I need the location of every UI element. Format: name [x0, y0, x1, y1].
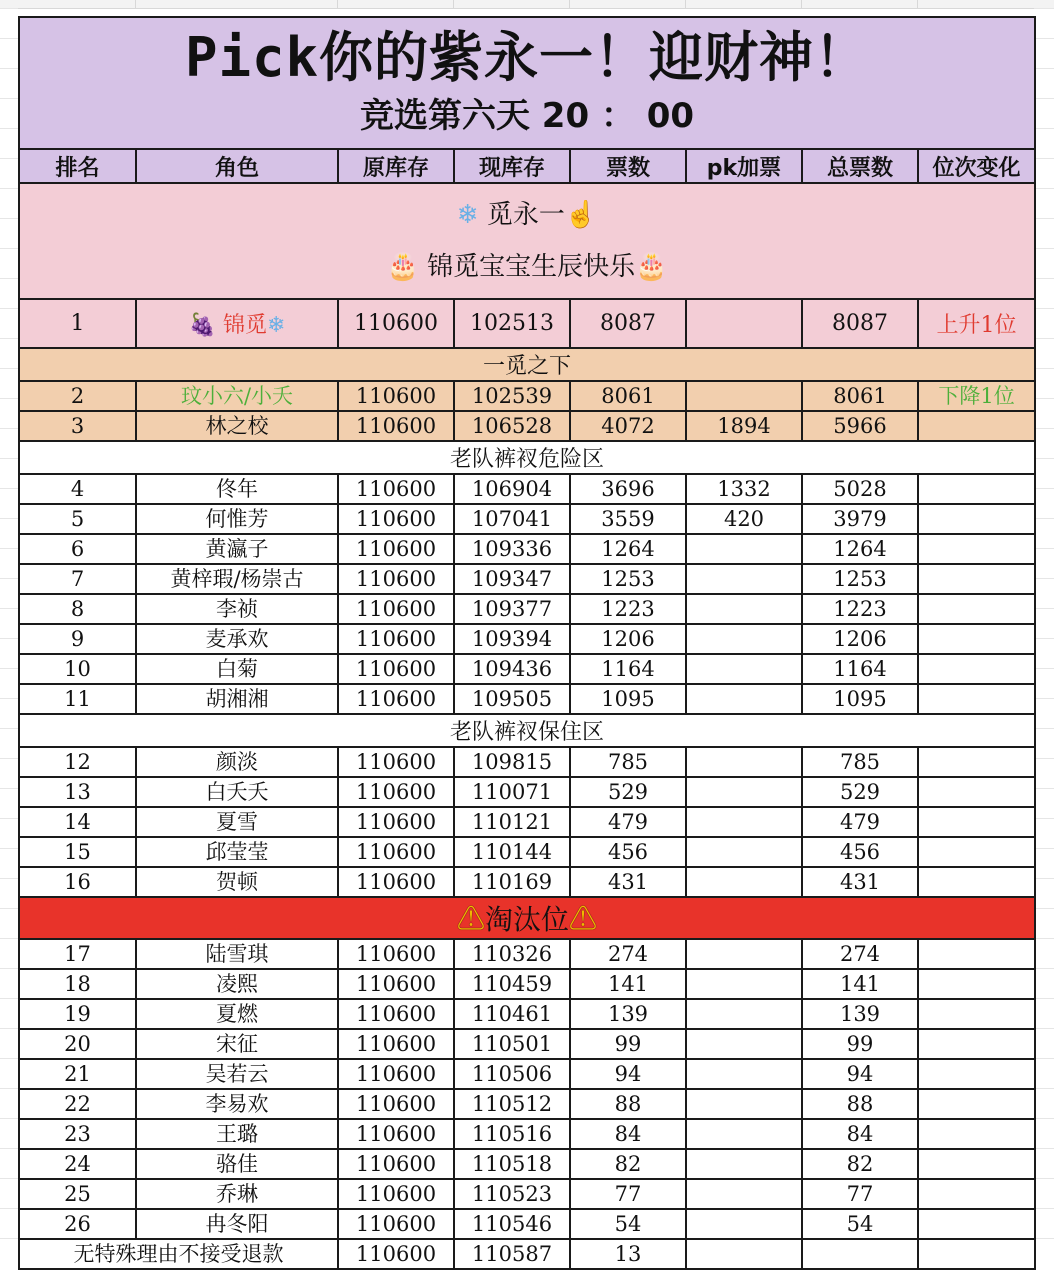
cell-orig[interactable]: 110600 [338, 999, 454, 1029]
table-row [19, 624, 1035, 654]
cell-total[interactable]: 5028 [802, 474, 918, 504]
cell-name[interactable]: 白夭夭 [136, 777, 338, 807]
cell-change[interactable] [918, 564, 1035, 594]
cell-total[interactable]: 5966 [802, 411, 918, 441]
cell-rank[interactable]: 25 [19, 1179, 136, 1209]
section-safe-cell[interactable]: 老队裤衩保住区 [19, 714, 1035, 747]
cell-votes[interactable]: 456 [570, 837, 686, 867]
cell-orig[interactable]: 110600 [338, 411, 454, 441]
cell-total[interactable]: 456 [802, 837, 918, 867]
cell-orig[interactable]: 110600 [338, 867, 454, 897]
cell-votes[interactable]: 8087 [570, 299, 686, 348]
cell-rank[interactable]: 15 [19, 837, 136, 867]
banner-cell[interactable] [19, 183, 1035, 299]
cell-rank[interactable]: 5 [19, 504, 136, 534]
cell-votes[interactable]: 1206 [570, 624, 686, 654]
cell-total[interactable]: 84 [802, 1119, 918, 1149]
cell-rank[interactable]: 7 [19, 564, 136, 594]
table-row [19, 747, 1035, 777]
cell-pk[interactable] [686, 747, 802, 777]
cell-now[interactable]: 109377 [454, 594, 570, 624]
section-elim-label: 淘汰位 [485, 903, 570, 936]
cell-name[interactable]: 骆佳 [136, 1149, 338, 1179]
table-row [19, 1149, 1035, 1179]
cell-name[interactable]: 夏雪 [136, 807, 338, 837]
header-row [19, 149, 1035, 183]
cell-name[interactable]: 王璐 [136, 1119, 338, 1149]
cell-orig[interactable]: 110600 [338, 654, 454, 684]
cell-now[interactable]: 102539 [454, 381, 570, 411]
cell-pk[interactable] [686, 564, 802, 594]
cell-votes[interactable]: 82 [570, 1149, 686, 1179]
ranking-table [18, 16, 1036, 1270]
warning-icon: ⚠ [457, 903, 486, 936]
cell-votes[interactable]: 1164 [570, 654, 686, 684]
section-danger-cell[interactable]: 老队裤衩危险区 [19, 441, 1035, 474]
cell-orig[interactable]: 110600 [338, 504, 454, 534]
cell-votes[interactable]: 785 [570, 747, 686, 777]
cell-pk[interactable] [686, 1209, 802, 1239]
cell-change[interactable] [918, 1029, 1035, 1059]
cell-rank[interactable]: 26 [19, 1209, 136, 1239]
table-row [19, 1089, 1035, 1119]
table-row [19, 837, 1035, 867]
cell-name[interactable]: 黄瀛子 [136, 534, 338, 564]
cell-now[interactable]: 110459 [454, 969, 570, 999]
page-subtitle: 竞选第六天 20 ： 00 [359, 96, 695, 136]
cell-total[interactable]: 88 [802, 1089, 918, 1119]
cell-total[interactable]: 54 [802, 1209, 918, 1239]
cell-change[interactable] [918, 747, 1035, 777]
cell-change[interactable] [918, 1149, 1035, 1179]
footer-row [19, 1239, 1035, 1269]
table-row [19, 867, 1035, 897]
cell-now[interactable]: 110144 [454, 837, 570, 867]
cell-pk[interactable]: 1894 [686, 411, 802, 441]
cell-votes[interactable]: 13 [570, 1239, 686, 1269]
cell-rank[interactable]: 1 [19, 299, 136, 348]
snowflake-icon: ❄ [266, 313, 286, 338]
grape-icon: 🍇 [188, 313, 216, 338]
cell-orig[interactable]: 110600 [338, 1059, 454, 1089]
cell-rank[interactable]: 13 [19, 777, 136, 807]
cell-votes[interactable]: 431 [570, 867, 686, 897]
cell-orig[interactable]: 110600 [338, 624, 454, 654]
cell-change[interactable] [918, 837, 1035, 867]
col-header-change[interactable]: 位次变化 [918, 149, 1035, 183]
cell-total[interactable]: 141 [802, 969, 918, 999]
cell-rank[interactable]: 23 [19, 1119, 136, 1149]
cell-name[interactable]: 乔琳 [136, 1179, 338, 1209]
table-row [19, 564, 1035, 594]
snowflake-icon: ❄ [456, 200, 479, 230]
cake-icon: 🎂 [386, 252, 419, 282]
cell-change[interactable] [918, 1179, 1035, 1209]
cell-pk[interactable] [686, 534, 802, 564]
col-header-pk[interactable]: pk加票 [686, 149, 802, 183]
cell-name[interactable]: 胡湘湘 [136, 684, 338, 714]
cell-pk[interactable] [686, 654, 802, 684]
cell-now[interactable]: 110326 [454, 939, 570, 969]
cell-name[interactable]: 夏燃 [136, 999, 338, 1029]
cell-name[interactable] [136, 299, 338, 348]
cell-votes[interactable]: 1264 [570, 534, 686, 564]
column-ruler [0, 0, 1054, 9]
cell-pk[interactable] [686, 969, 802, 999]
cell-name[interactable]: 颜淡 [136, 747, 338, 777]
cell-votes[interactable]: 3696 [570, 474, 686, 504]
cell-rank[interactable]: 22 [19, 1089, 136, 1119]
cell-total[interactable]: 1264 [802, 534, 918, 564]
cell-now[interactable]: 109336 [454, 534, 570, 564]
grid-margin-left [0, 8, 18, 1264]
section-below-cell[interactable]: 一觅之下 [19, 348, 1035, 381]
cell-orig[interactable]: 110600 [338, 777, 454, 807]
cell-orig[interactable]: 110600 [338, 969, 454, 999]
banner-row [19, 183, 1035, 299]
cell-now[interactable]: 109394 [454, 624, 570, 654]
cell-name[interactable]: 李易欢 [136, 1089, 338, 1119]
cell-rank[interactable]: 19 [19, 999, 136, 1029]
table-row [19, 381, 1035, 411]
cell-name[interactable]: 邱莹莹 [136, 837, 338, 867]
cell-votes[interactable]: 88 [570, 1089, 686, 1119]
cell-rank[interactable]: 4 [19, 474, 136, 504]
cell-rank[interactable]: 18 [19, 969, 136, 999]
cell-pk[interactable] [686, 1119, 802, 1149]
cell-now[interactable]: 109436 [454, 654, 570, 684]
cell-now[interactable]: 109815 [454, 747, 570, 777]
cell-name[interactable]: 黄梓瑕/杨崇古 [136, 564, 338, 594]
cell-pk[interactable] [686, 837, 802, 867]
section-row [19, 897, 1035, 939]
cell-orig[interactable]: 110600 [338, 1239, 454, 1269]
cell-rank[interactable]: 3 [19, 411, 136, 441]
cell-pk[interactable]: 420 [686, 504, 802, 534]
warning-icon: ⚠ [569, 903, 598, 936]
cell-orig[interactable]: 110600 [338, 1029, 454, 1059]
table-row [19, 684, 1035, 714]
cell-pk[interactable] [686, 299, 802, 348]
cell-name[interactable]: 麦承欢 [136, 624, 338, 654]
cell-total[interactable]: 8087 [802, 299, 918, 348]
cell-orig[interactable]: 110600 [338, 1179, 454, 1209]
cell-name[interactable]: 何惟芳 [136, 504, 338, 534]
table-row [19, 999, 1035, 1029]
cell-rank[interactable]: 17 [19, 939, 136, 969]
cell-now[interactable]: 110512 [454, 1089, 570, 1119]
cell-votes[interactable]: 529 [570, 777, 686, 807]
banner-line-2: 锦觅宝宝生辰快乐 [427, 252, 636, 282]
cell-total[interactable]: 99 [802, 1029, 918, 1059]
cell-now[interactable]: 110071 [454, 777, 570, 807]
cell-pk[interactable] [686, 867, 802, 897]
ranking-sheet [18, 16, 1034, 1270]
cell-now[interactable]: 110506 [454, 1059, 570, 1089]
cell-pk[interactable] [686, 939, 802, 969]
cell-now[interactable]: 110121 [454, 807, 570, 837]
cell-change[interactable] [918, 999, 1035, 1029]
col-header-total[interactable]: 总票数 [802, 149, 918, 183]
cell-rank[interactable]: 20 [19, 1029, 136, 1059]
cell-total[interactable]: 1223 [802, 594, 918, 624]
cell-now[interactable]: 107041 [454, 504, 570, 534]
section-row [19, 714, 1035, 747]
cell-total[interactable]: 1206 [802, 624, 918, 654]
cell-change[interactable] [918, 1119, 1035, 1149]
cell-name[interactable]: 玟小六/小夭 [136, 381, 338, 411]
cell-now[interactable]: 110501 [454, 1029, 570, 1059]
cell-rank[interactable]: 24 [19, 1149, 136, 1179]
cell-rank[interactable]: 9 [19, 624, 136, 654]
cell-pk[interactable] [686, 1179, 802, 1209]
title-row [19, 17, 1035, 149]
cell-total[interactable]: 1095 [802, 684, 918, 714]
cell-pk[interactable] [686, 777, 802, 807]
table-row [19, 299, 1035, 348]
cell-change[interactable] [918, 411, 1035, 441]
col-header-now[interactable]: 现库存 [454, 149, 570, 183]
cell-total[interactable]: 139 [802, 999, 918, 1029]
cell-name[interactable]: 冉冬阳 [136, 1209, 338, 1239]
cell-votes[interactable]: 94 [570, 1059, 686, 1089]
table-row [19, 777, 1035, 807]
cell-change[interactable] [918, 867, 1035, 897]
cell-name[interactable]: 白菊 [136, 654, 338, 684]
cell-orig[interactable]: 110600 [338, 837, 454, 867]
cell-orig[interactable]: 110600 [338, 684, 454, 714]
cell-votes[interactable]: 8061 [570, 381, 686, 411]
cell-total[interactable]: 431 [802, 867, 918, 897]
cell-pk[interactable] [686, 1059, 802, 1089]
cell-pk[interactable] [686, 624, 802, 654]
table-row [19, 1059, 1035, 1089]
cell-total[interactable]: 1253 [802, 564, 918, 594]
pointing-up-icon: ☝ [564, 200, 598, 230]
cell-total[interactable]: 1164 [802, 654, 918, 684]
cell-change[interactable] [918, 1239, 1035, 1269]
cell-pk[interactable] [686, 807, 802, 837]
section-elim-cell[interactable] [19, 897, 1035, 939]
cell-rank[interactable]: 6 [19, 534, 136, 564]
cell-orig[interactable]: 110600 [338, 747, 454, 777]
cell-now[interactable]: 106528 [454, 411, 570, 441]
section-row [19, 348, 1035, 381]
cell-name[interactable]: 宋征 [136, 1029, 338, 1059]
cell-orig[interactable]: 110600 [338, 1089, 454, 1119]
cell-votes[interactable]: 54 [570, 1209, 686, 1239]
cell-name[interactable]: 陆雪琪 [136, 939, 338, 969]
footer-note[interactable]: 无特殊理由不接受退款 [19, 1239, 338, 1269]
cell-pk[interactable] [686, 1089, 802, 1119]
cell-now[interactable]: 110518 [454, 1149, 570, 1179]
cell-orig[interactable]: 110600 [338, 299, 454, 348]
cell-pk[interactable] [686, 1029, 802, 1059]
cell-votes[interactable]: 99 [570, 1029, 686, 1059]
cell-orig[interactable]: 110600 [338, 939, 454, 969]
cell-votes[interactable]: 1223 [570, 594, 686, 624]
col-header-votes[interactable]: 票数 [570, 149, 686, 183]
table-row [19, 474, 1035, 504]
cell-now[interactable]: 110461 [454, 999, 570, 1029]
cell-change[interactable] [918, 474, 1035, 504]
cell-total[interactable]: 274 [802, 939, 918, 969]
cell-pk[interactable] [686, 999, 802, 1029]
cell-pk[interactable]: 1332 [686, 474, 802, 504]
cell-total[interactable]: 529 [802, 777, 918, 807]
cell-change[interactable] [918, 1209, 1035, 1239]
cell-total[interactable]: 94 [802, 1059, 918, 1089]
cell-orig[interactable]: 110600 [338, 381, 454, 411]
cell-change[interactable]: 下降1位 [918, 381, 1035, 411]
cell-change[interactable] [918, 1089, 1035, 1119]
cell-votes[interactable]: 3559 [570, 504, 686, 534]
cell-name-text: 锦觅 [222, 313, 267, 338]
cell-change[interactable] [918, 594, 1035, 624]
table-row [19, 1029, 1035, 1059]
cell-change[interactable] [918, 969, 1035, 999]
cell-votes[interactable]: 1095 [570, 684, 686, 714]
cell-pk[interactable] [686, 594, 802, 624]
cell-now[interactable]: 102513 [454, 299, 570, 348]
cell-now[interactable]: 110587 [454, 1239, 570, 1269]
cell-orig[interactable]: 110600 [338, 594, 454, 624]
cell-name[interactable]: 李祯 [136, 594, 338, 624]
table-row [19, 594, 1035, 624]
cell-change[interactable]: 上升1位 [918, 299, 1035, 348]
table-row [19, 654, 1035, 684]
cell-change[interactable] [918, 654, 1035, 684]
cell-name[interactable]: 林之校 [136, 411, 338, 441]
cell-change[interactable] [918, 1059, 1035, 1089]
cell-orig[interactable]: 110600 [338, 807, 454, 837]
cell-orig[interactable]: 110600 [338, 534, 454, 564]
cell-total[interactable]: 8061 [802, 381, 918, 411]
col-header-orig[interactable]: 原库存 [338, 149, 454, 183]
banner-line-1: 觅永一 [486, 200, 565, 230]
cell-votes[interactable]: 141 [570, 969, 686, 999]
cell-votes[interactable]: 139 [570, 999, 686, 1029]
cell-total[interactable] [802, 1239, 918, 1269]
cell-now[interactable]: 109347 [454, 564, 570, 594]
cell-name[interactable]: 凌熙 [136, 969, 338, 999]
cell-total[interactable]: 479 [802, 807, 918, 837]
cell-votes[interactable]: 479 [570, 807, 686, 837]
cell-total[interactable]: 3979 [802, 504, 918, 534]
table-row [19, 1179, 1035, 1209]
cell-now[interactable]: 110169 [454, 867, 570, 897]
cell-orig[interactable]: 110600 [338, 1149, 454, 1179]
title-cell [19, 17, 1035, 149]
cell-pk[interactable] [686, 1239, 802, 1269]
cell-name[interactable]: 佟年 [136, 474, 338, 504]
cell-now[interactable]: 106904 [454, 474, 570, 504]
cell-total[interactable]: 82 [802, 1149, 918, 1179]
cell-orig[interactable]: 110600 [338, 474, 454, 504]
cell-rank[interactable]: 14 [19, 807, 136, 837]
cell-votes[interactable]: 274 [570, 939, 686, 969]
cell-rank[interactable]: 10 [19, 654, 136, 684]
table-row [19, 504, 1035, 534]
cell-change[interactable] [918, 777, 1035, 807]
cake-icon: 🎂 [635, 252, 668, 282]
cell-orig[interactable]: 110600 [338, 1119, 454, 1149]
cell-total[interactable]: 77 [802, 1179, 918, 1209]
cell-rank[interactable]: 12 [19, 747, 136, 777]
table-row [19, 807, 1035, 837]
col-header-name[interactable]: 角色 [136, 149, 338, 183]
cell-total[interactable]: 785 [802, 747, 918, 777]
cell-name[interactable]: 吴若云 [136, 1059, 338, 1089]
cell-rank[interactable]: 21 [19, 1059, 136, 1089]
cell-change[interactable] [918, 624, 1035, 654]
cell-votes[interactable]: 1253 [570, 564, 686, 594]
cell-pk[interactable] [686, 381, 802, 411]
cell-change[interactable] [918, 504, 1035, 534]
cell-orig[interactable]: 110600 [338, 1209, 454, 1239]
cell-rank[interactable]: 2 [19, 381, 136, 411]
page-title: Pick你的紫永一！迎财神！ [185, 26, 870, 89]
cell-rank[interactable]: 16 [19, 867, 136, 897]
cell-now[interactable]: 109505 [454, 684, 570, 714]
grid-margin-right [1034, 8, 1054, 1264]
table-row [19, 534, 1035, 564]
table-row [19, 411, 1035, 441]
table-row [19, 1209, 1035, 1239]
cell-votes[interactable]: 4072 [570, 411, 686, 441]
cell-pk[interactable] [686, 1149, 802, 1179]
cell-votes[interactable]: 77 [570, 1179, 686, 1209]
cell-change[interactable] [918, 684, 1035, 714]
table-row [19, 969, 1035, 999]
cell-now[interactable]: 110523 [454, 1179, 570, 1209]
cell-change[interactable] [918, 807, 1035, 837]
cell-rank[interactable]: 8 [19, 594, 136, 624]
cell-rank[interactable]: 11 [19, 684, 136, 714]
table-row [19, 939, 1035, 969]
cell-change[interactable] [918, 534, 1035, 564]
section-row [19, 441, 1035, 474]
cell-orig[interactable]: 110600 [338, 564, 454, 594]
col-header-rank[interactable]: 排名 [19, 149, 136, 183]
cell-change[interactable] [918, 939, 1035, 969]
cell-votes[interactable]: 84 [570, 1119, 686, 1149]
cell-now[interactable]: 110516 [454, 1119, 570, 1149]
cell-name[interactable]: 贺顿 [136, 867, 338, 897]
table-row [19, 1119, 1035, 1149]
cell-now[interactable]: 110546 [454, 1209, 570, 1239]
cell-pk[interactable] [686, 684, 802, 714]
